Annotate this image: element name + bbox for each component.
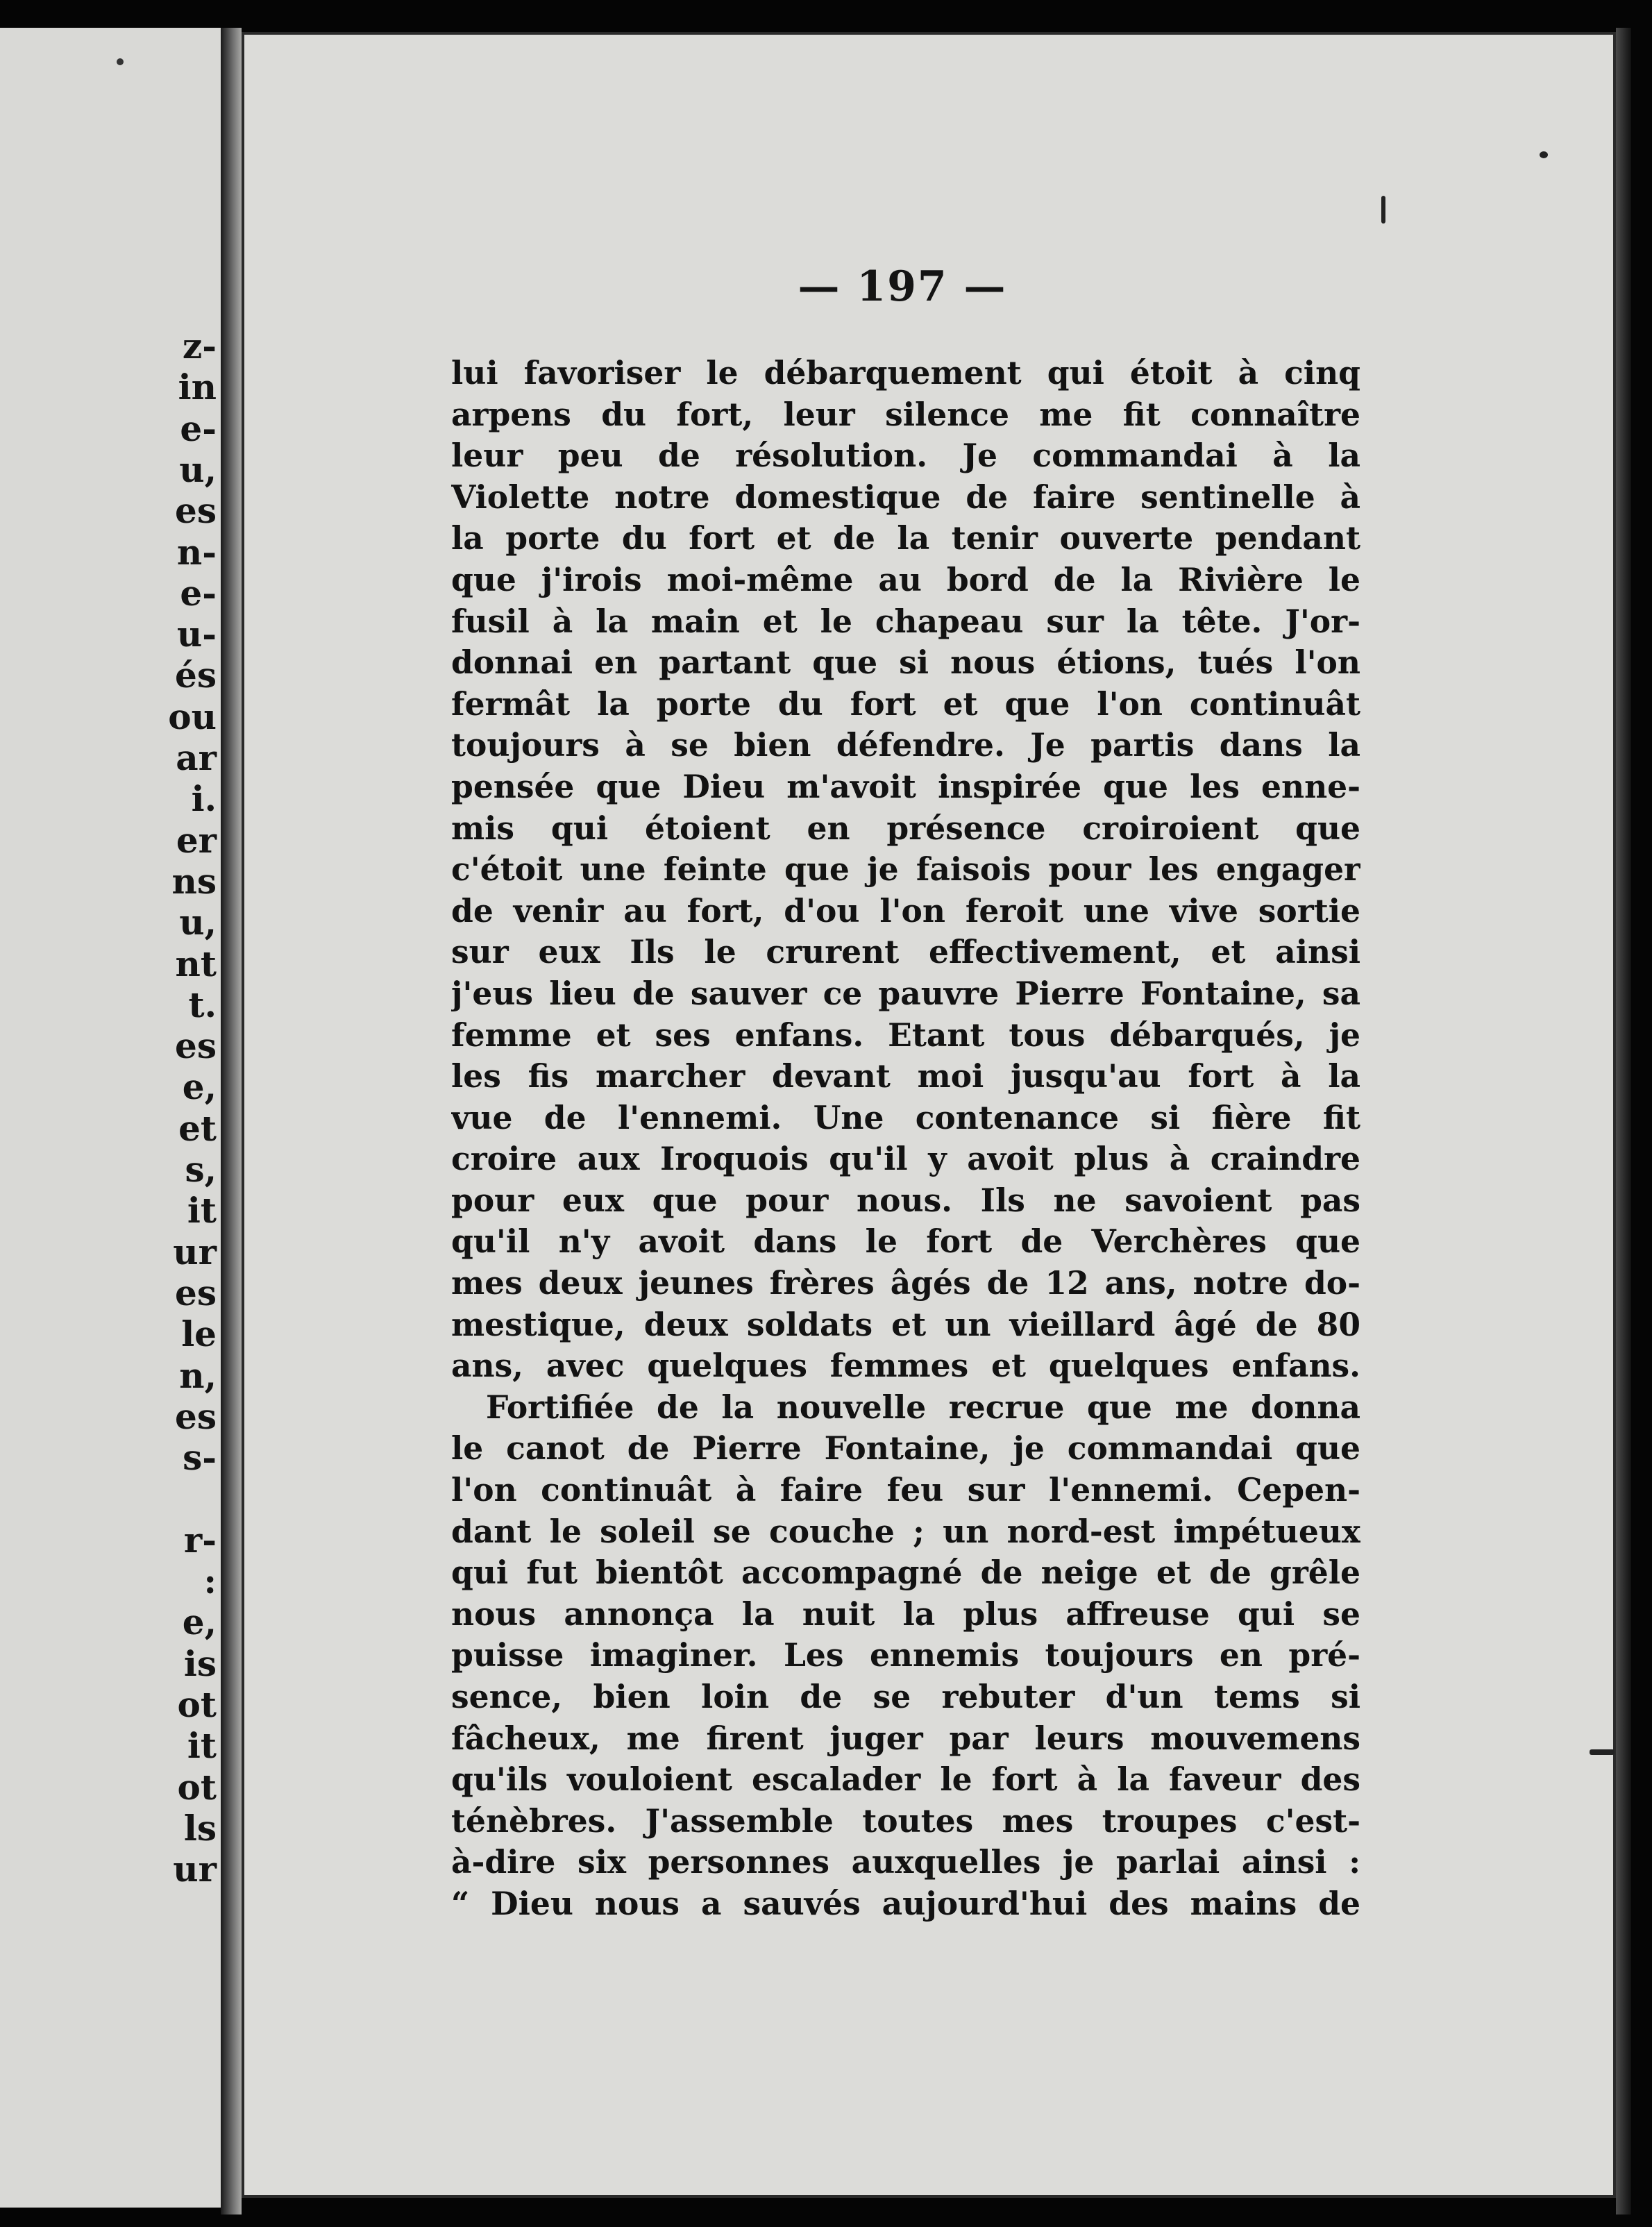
text-line: sence, bien loin de se rebuter d'un tems si — [451, 1678, 1360, 1715]
left-page-text-fragment: er — [176, 819, 217, 861]
left-page-text-fragment: és — [175, 655, 217, 696]
text-line: à-dire six personnes auxquelles je parlai ainsi : — [451, 1843, 1360, 1881]
text-line: dant le soleil se couche ; un nord-est impétueux — [451, 1512, 1360, 1550]
page-number: — 197 — — [798, 262, 1007, 311]
left-page-text-fragment: e- — [180, 572, 217, 614]
left-page-text-fragment: ar — [176, 737, 217, 778]
left-page-text-fragment: es — [175, 1395, 217, 1437]
text-line: qu'ils vouloient escalader le fort à la faveur des — [451, 1760, 1360, 1799]
text-line: mes deux jeunes frères âgés de 12 ans, notre do- — [451, 1264, 1360, 1302]
text-line: donnai en partant que si nous étions, tués l'on — [451, 644, 1360, 682]
text-line: mestique, deux soldats et un vieillard âgé de 80 — [451, 1305, 1360, 1343]
text-line: vue de l'ennemi. Une contenance si fière fit — [451, 1098, 1360, 1136]
text-line: l'on continuât à faire feu sur l'ennemi. Cepen- — [451, 1471, 1360, 1509]
text-line: qui fut bientôt accompagné de neige et de grêle — [451, 1554, 1360, 1592]
left-page-text-fragment: in — [178, 367, 217, 408]
page-gutter — [221, 28, 242, 2215]
left-page-text-fragment: e, — [182, 1602, 217, 1643]
left-page-text-fragment: n, — [179, 1354, 217, 1396]
left-page-text-fragment: s, — [185, 1149, 217, 1190]
left-page-text-fragment: ot — [177, 1766, 217, 1808]
text-line: pour eux que pour nous. Ils ne savoient pas — [451, 1181, 1360, 1219]
left-page-text-fragment: i. — [191, 778, 217, 820]
left-page-text-fragment: u- — [176, 614, 217, 655]
body-text — [451, 353, 1360, 1925]
left-page-text-fragment: ur — [173, 1231, 217, 1272]
left-facing-page — [0, 28, 221, 2208]
text-line: ans, avec quelques femmes et quelques enfans. — [451, 1347, 1360, 1385]
page-edge — [1616, 28, 1631, 2215]
ink-speck — [1381, 196, 1385, 224]
text-line: fusil à la main et le chapeau sur la tête. J'or- — [451, 602, 1360, 640]
text-line: Fortifiée de la nouvelle recrue que me donna — [486, 1388, 1360, 1426]
text-line: le canot de Pierre Fontaine, je commandai que — [451, 1429, 1360, 1468]
text-line: pensée que Dieu m'avoit inspirée que les enne- — [451, 767, 1360, 805]
left-page-text-fragment: z- — [182, 326, 217, 367]
text-line: qu'il n'y avoit dans le fort de Verchères que — [451, 1222, 1360, 1261]
left-page-text-fragment: es — [175, 1272, 217, 1313]
left-page-text-fragment: es — [175, 490, 217, 532]
ink-speck — [117, 58, 124, 65]
left-page-text-fragment: u, — [179, 448, 217, 490]
left-page-text-fragment: n- — [176, 531, 217, 573]
text-line: leur peu de résolution. Je commandai à la — [451, 437, 1360, 475]
text-line: fâcheux, me firent juger par leurs mouvemens — [451, 1719, 1360, 1757]
text-line: Violette notre domestique de faire sentinelle à — [451, 478, 1360, 516]
text-line: femme et ses enfans. Etant tous débarqués, je — [451, 1016, 1360, 1054]
left-page-text-fragment: it — [187, 1725, 217, 1767]
left-page-text-fragment: it — [187, 1190, 217, 1232]
left-page-text-fragment: ns — [171, 860, 217, 902]
text-line: j'eus lieu de sauver ce pauvre Pierre Fontaine, sa — [451, 974, 1360, 1012]
ink-speck — [1590, 1749, 1615, 1755]
left-page-text-fragment: : — [203, 1561, 217, 1602]
left-page-text-fragment: ur — [173, 1849, 217, 1890]
left-page-text-fragment: ls — [183, 1807, 217, 1849]
left-page-text-fragment: s- — [183, 1437, 217, 1479]
left-page-text-fragment: r- — [183, 1519, 217, 1561]
left-page-text-fragment: u, — [179, 902, 217, 943]
left-page-text-fragment: ot — [177, 1683, 217, 1725]
left-page-text-fragment: le — [181, 1313, 217, 1355]
text-line: sur eux Ils le crurent effectivement, et ainsi — [451, 933, 1360, 971]
text-line: de venir au fort, d'ou l'on feroit une vive sortie — [451, 891, 1360, 930]
left-page-text-fragment: es — [175, 1025, 217, 1067]
ink-speck — [1540, 151, 1548, 158]
text-line: la porte du fort et de la tenir ouverte pendant — [451, 519, 1360, 557]
text-line: ténèbres. J'assemble toutes mes troupes c'est- — [451, 1801, 1360, 1840]
text-line: mis qui étoient en présence croiroient que — [451, 809, 1360, 847]
left-page-text-fragment: nt — [175, 943, 217, 984]
text-line: c'étoit une feinte que je faisois pour les engager — [451, 850, 1360, 889]
text-line: puisse imaginer. Les ennemis toujours en pré- — [451, 1636, 1360, 1674]
text-line: “ Dieu nous a sauvés aujourd'hui des mains de — [451, 1884, 1360, 1922]
text-line: arpens du fort, leur silence me fit connaître — [451, 395, 1360, 433]
left-page-text-fragment: t. — [188, 984, 217, 1025]
left-page-text-fragment: e- — [180, 407, 217, 449]
text-line: nous annonça la nuit la plus affreuse qui se — [451, 1595, 1360, 1633]
text-line: que j'irois moi-même au bord de la Rivière le — [451, 560, 1360, 598]
left-page-text-fragment: ou — [168, 696, 217, 737]
text-line: fermât la porte du fort et que l'on continuât — [451, 684, 1360, 723]
left-page-text-fragment: et — [178, 1107, 217, 1149]
left-page-text-fragment: e, — [182, 1066, 217, 1108]
left-page-text-fragment: is — [183, 1642, 217, 1684]
text-line: les fis marcher devant moi jusqu'au fort à la — [451, 1057, 1360, 1095]
text-line: toujours à se bien défendre. Je partis dans la — [451, 726, 1360, 764]
text-line: croire aux Iroquois qu'il y avoit plus à craindre — [451, 1140, 1360, 1178]
text-line: lui favoriser le débarquement qui étoit à cinq — [451, 354, 1360, 392]
